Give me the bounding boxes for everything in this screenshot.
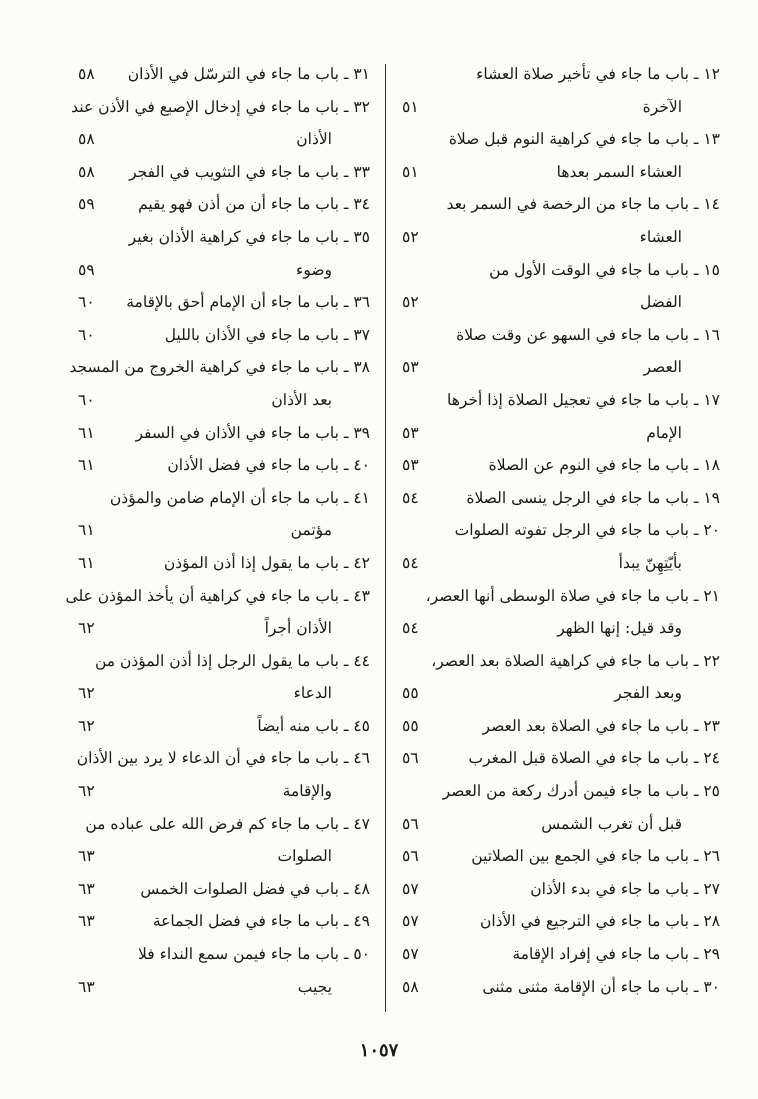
toc-entry	[78, 971, 370, 1004]
toc-entry	[78, 547, 370, 580]
toc-entry-title: ٤٩ ـ باب ما جاء في فضل الجماعة	[152, 912, 370, 931]
right-column	[402, 58, 720, 1003]
toc-entry	[78, 612, 370, 645]
toc-page-number: ٥٩	[78, 260, 95, 279]
toc-page-number: ٥٨	[78, 162, 95, 181]
toc-entry-title: ٣٥ ـ باب ما جاء في كراهية الأذان بغير	[128, 227, 370, 246]
toc-page-number: ٥٨	[402, 977, 419, 996]
toc-entry-title: ٣٤ ـ باب ما جاء أن من أذن فهو يقيم	[138, 195, 370, 214]
toc-page-number: ٥٥	[402, 684, 419, 703]
toc-entry-continuation: الآخرة	[642, 97, 682, 116]
left-column	[65, 58, 370, 1003]
toc-entry	[78, 254, 370, 287]
toc-entry-title: ٤٣ ـ باب ما جاء في كراهية أن يأخذ المؤذن على	[65, 586, 370, 605]
column-divider	[385, 64, 386, 1012]
toc-entry-title: ٤٧ ـ باب ما جاء كم فرض الله على عباده من	[85, 814, 370, 833]
toc-entry	[78, 58, 370, 91]
toc-page-number: ٥١	[402, 162, 419, 181]
toc-page-number: ٦٠	[78, 325, 95, 344]
toc-page-number: ٥٣	[402, 358, 419, 377]
toc-page-number: ٥١	[402, 97, 419, 116]
toc-page-number: ٥٢	[402, 227, 419, 246]
toc-entry	[78, 710, 370, 743]
toc-entry-continuation: بعد الأذان	[271, 390, 332, 409]
toc-page-number: ٥٦	[402, 847, 419, 866]
toc-entry	[78, 123, 370, 156]
toc-entry	[402, 58, 720, 91]
toc-entry	[78, 156, 370, 189]
toc-entry	[78, 221, 370, 254]
toc-entry-title: ٤٦ ـ باب ما جاء في أن الدعاء لا يرد بين الأذان	[76, 749, 370, 768]
toc-entry	[402, 840, 720, 873]
toc-entry	[78, 677, 370, 710]
toc-page-number: ٥٤	[402, 553, 419, 572]
toc-page-number: ٦٣	[78, 847, 95, 866]
toc-entry-title: ٤٥ ـ باب منه أيضاً	[257, 716, 370, 735]
toc-entry	[402, 905, 720, 938]
toc-entry-continuation: قبل أن تغرب الشمس	[541, 814, 682, 833]
toc-page-number: ٦٠	[78, 390, 95, 409]
toc-page-number: ٥٧	[402, 879, 419, 898]
toc-entry-continuation: وبعد الفجر	[614, 684, 682, 703]
toc-page-number: ٦١	[78, 521, 95, 540]
toc-entry	[402, 449, 720, 482]
toc-entry-title: ٣٧ ـ باب ما جاء في الأذان بالليل	[164, 325, 370, 344]
toc-entry-continuation: والإقامة	[282, 782, 332, 801]
toc-entry	[78, 188, 370, 221]
toc-entry	[402, 742, 720, 775]
toc-page-number: ٦١	[78, 423, 95, 442]
toc-entry	[71, 91, 370, 124]
toc-entry-title: ٢٦ ـ باب ما جاء في الجمع بين الصلاتين	[471, 847, 720, 866]
toc-page-number: ٥٤	[402, 619, 419, 638]
toc-entry-title: ٣١ ـ باب ما جاء في الترسّل في الأذان	[127, 65, 370, 83]
toc-page-number: ٥٩	[78, 195, 95, 214]
toc-page-number: ٥٣	[402, 423, 419, 442]
toc-entry-title: ٢٢ ـ باب ما جاء في كراهية الصلاة بعد العصر،	[431, 651, 720, 670]
toc-entry	[69, 351, 370, 384]
toc-entry-continuation: العشاء السمر بعدها	[556, 162, 682, 181]
toc-entry-title: ٣٣ ـ باب ما جاء في التثويب في الفجر	[129, 162, 370, 181]
toc-page-number: ٦٣	[78, 912, 95, 931]
toc-entry	[402, 221, 720, 254]
toc-entry-title: ٢٥ ـ باب ما جاء فيمن أدرك ركعة من العصر	[442, 782, 720, 801]
toc-entry-continuation: العصر	[643, 358, 682, 377]
toc-entry-title: ١٢ ـ باب ما جاء في تأخير صلاة العشاء	[476, 65, 720, 83]
toc-entry-continuation: الفضل	[639, 293, 682, 312]
toc-entry	[78, 449, 370, 482]
toc-entry	[402, 873, 720, 906]
toc-entry-title: ٤٠ ـ باب ما جاء في فضل الأذان	[167, 456, 370, 475]
toc-entry	[402, 547, 720, 580]
toc-entry	[78, 417, 370, 450]
toc-page-number: ٥٥	[402, 716, 419, 735]
toc-page-number: ٥٨	[78, 65, 95, 83]
toc-entry	[402, 156, 720, 189]
toc-entry	[402, 188, 720, 221]
toc-entry-continuation: الدعاء	[293, 684, 332, 703]
toc-page-number: ٥٣	[402, 456, 419, 475]
page-number: ١٠٥٧	[359, 1040, 399, 1061]
toc-page-number: ٦٢	[78, 716, 95, 735]
toc-page-number: ٦٢	[78, 684, 95, 703]
toc-entry	[78, 840, 370, 873]
toc-page-number: ٦٢	[78, 782, 95, 801]
toc-entry	[402, 351, 720, 384]
toc-page-number: ٥٧	[402, 945, 419, 964]
toc-entry-title: ٣٠ ـ باب ما جاء أن الإقامة مثنى مثنى	[482, 977, 720, 996]
toc-entry	[402, 286, 720, 319]
toc-entry-title: ٣٨ ـ باب ما جاء في كراهية الخروج من المسجد	[69, 358, 370, 377]
toc-entry	[402, 123, 720, 156]
toc-entry	[65, 580, 370, 613]
toc-entry-continuation: الأذان أجراً	[264, 619, 332, 638]
toc-entry-title: ٤٨ ـ باب في فضل الصلوات الخمس	[140, 879, 370, 898]
toc-entry-continuation: الأذان	[296, 130, 332, 149]
toc-entry-title: ٣٢ ـ باب ما جاء في إدخال الإصبع في الأذن عند	[71, 97, 370, 116]
toc-entry	[402, 645, 720, 678]
toc-entry-title: ٢٣ ـ باب ما جاء في الصلاة بعد العصر	[482, 716, 720, 735]
toc-entry	[402, 808, 720, 841]
toc-entry-continuation: بأيّتِهِنّ يبدأ	[618, 553, 682, 572]
toc-entry-title: ٣٦ ـ باب ما جاء أن الإمام أحق بالإقامة	[126, 293, 370, 312]
toc-entry	[78, 514, 370, 547]
toc-entry-title: ١٥ ـ باب ما جاء في الوقت الأول من	[489, 260, 720, 279]
toc-entry-continuation: مؤتمن	[290, 521, 332, 540]
toc-entry	[78, 482, 370, 515]
toc-entry-title: ١٩ ـ باب ما جاء في الرجل ينسى الصلاة	[466, 488, 720, 507]
toc-page-number: ٦١	[78, 553, 95, 572]
toc-entry-title: ٢٠ ـ باب ما جاء في الرجل تفوته الصلوات	[454, 521, 720, 540]
toc-entry	[402, 580, 720, 613]
toc-page-number: ٦٣	[78, 879, 95, 898]
toc-entry	[402, 775, 720, 808]
toc-page-number: ٥٤	[402, 488, 419, 507]
toc-entry-continuation: يجيب	[297, 977, 332, 996]
toc-page-number: ٥٢	[402, 293, 419, 312]
toc-entry	[402, 482, 720, 515]
toc-entry-title: ٢١ ـ باب ما جاء في صلاة الوسطى أنها العصر،	[425, 586, 720, 605]
toc-entry-title: ٤٢ ـ باب ما يقول إذا أذن المؤذن	[163, 553, 370, 572]
toc-entry	[402, 417, 720, 450]
toc-entry	[402, 91, 720, 124]
toc-entry-title: ١٦ ـ باب ما جاء في السهو عن وقت صلاة	[456, 325, 720, 344]
toc-entry	[78, 742, 370, 775]
toc-page-number: ٦٣	[78, 977, 95, 996]
toc-entry-title: ٢٤ ـ باب ما جاء في الصلاة قبل المغرب	[468, 749, 720, 768]
toc-entry	[78, 808, 370, 841]
toc-entry	[78, 873, 370, 906]
toc-entry	[78, 645, 370, 678]
toc-entry	[402, 677, 720, 710]
toc-entry-title: ١٧ ـ باب ما جاء في تعجيل الصلاة إذا أخرها	[446, 390, 720, 409]
toc-entry-title: ٥٠ ـ باب ما جاء فيمن سمع النداء فلا	[138, 945, 370, 964]
toc-entry	[402, 710, 720, 743]
toc-entry	[402, 319, 720, 352]
toc-entry	[402, 514, 720, 547]
toc-entry	[78, 319, 370, 352]
toc-entry-title: ٢٨ ـ باب ما جاء في الترجيع في الأذان	[479, 912, 720, 931]
toc-page-number: ٦١	[78, 456, 95, 475]
toc-entry-title: ٢٩ ـ باب ما جاء في إفراد الإقامة	[512, 945, 720, 964]
toc-entry	[78, 938, 370, 971]
toc-page-number: ٥٦	[402, 814, 419, 833]
toc-page-number: ٥٨	[78, 130, 95, 149]
toc-entry	[402, 612, 720, 645]
toc-entry-continuation: وقد قيل: إنها الظهر	[557, 619, 682, 638]
toc-entry-title: ١٤ ـ باب ما جاء من الرخصة في السمر بعد	[446, 195, 720, 214]
toc-page-number: ٦٢	[78, 619, 95, 638]
toc-entry-title: ٤٤ ـ باب ما يقول الرجل إذا أذن المؤذن من	[94, 651, 370, 670]
toc-entry-continuation: الإمام	[646, 423, 682, 442]
toc-entry	[402, 971, 720, 1004]
toc-entry	[402, 384, 720, 417]
toc-entry-continuation: الصلوات	[277, 847, 332, 866]
toc-entry-title: ١٨ ـ باب ما جاء في النوم عن الصلاة	[488, 456, 720, 475]
toc-entry	[78, 905, 370, 938]
toc-entry	[78, 775, 370, 808]
toc-entry	[78, 286, 370, 319]
toc-page-number: ٥٦	[402, 749, 419, 768]
toc-entry-title: ٣٩ ـ باب ما جاء في الأذان في السفر	[135, 423, 370, 442]
toc-entry	[402, 938, 720, 971]
toc-entry	[78, 384, 370, 417]
toc-page-number: ٦٠	[78, 293, 95, 312]
toc-page-number: ٥٧	[402, 912, 419, 931]
toc-entry-title: ٢٧ ـ باب ما جاء في بدء الأذان	[530, 879, 720, 898]
toc-entry-title: ١٣ ـ باب ما جاء في كراهية النوم قبل صلاة	[448, 130, 720, 149]
toc-entry-title: ٤١ ـ باب ما جاء أن الإمام ضامن والمؤذن	[109, 488, 370, 507]
toc-entry-continuation: العشاء	[639, 227, 682, 246]
toc-entry-continuation: وضوء	[296, 260, 332, 279]
toc-entry	[402, 254, 720, 287]
